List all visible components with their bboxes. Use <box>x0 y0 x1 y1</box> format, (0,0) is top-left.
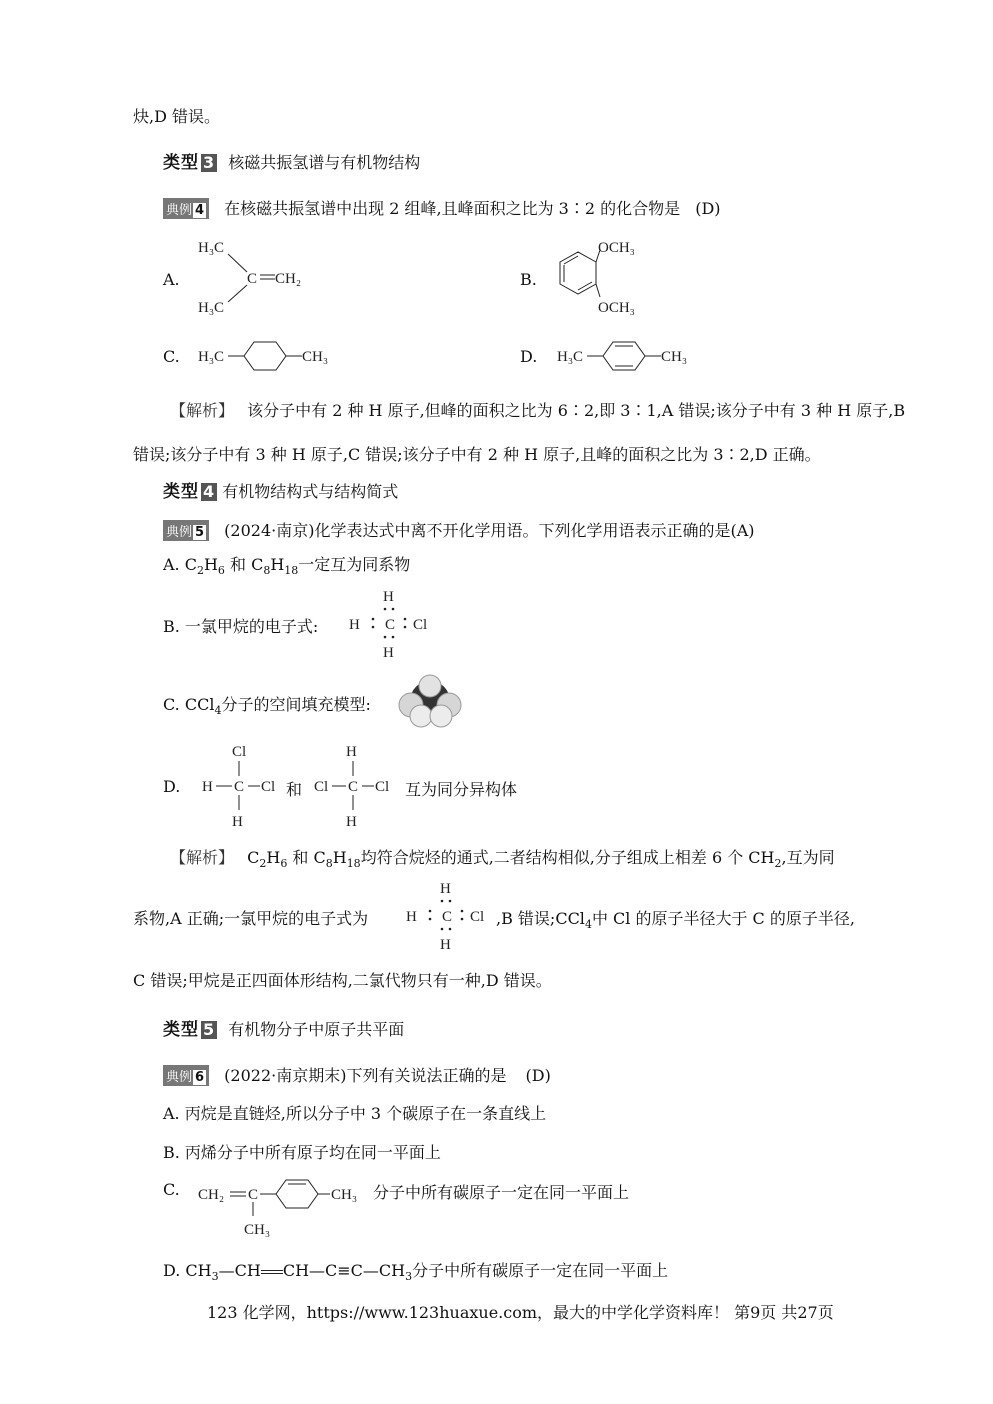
svg-text:C: C <box>442 909 453 925</box>
section-title: 有机物分子中原子共平面 <box>228 1020 405 1039</box>
ex6-option-b: B. 丙烯分子中所有原子均在同一平面上 <box>163 1143 441 1162</box>
example-question: 在核磁共振氢谱中出现 2 组峰,且峰面积之比为 3∶2 的化合物是 <box>224 199 681 218</box>
example-answer: (D) <box>525 1066 551 1085</box>
svg-text:CH₂: CH₂ <box>198 1187 225 1203</box>
section-title: 核磁共振氢谱与有机物结构 <box>228 153 421 172</box>
analysis-5-line3: C 错误;甲烷是正四面体形结构,二氯代物只有一种,D 错误。 <box>133 971 552 990</box>
svg-text:C: C <box>248 1187 259 1203</box>
svg-text:Cl: Cl <box>232 744 247 760</box>
analysis-5-line2-post: ,B 错误;CCl$_4$中 Cl 的原子半径大于 C 的原子半径, <box>496 909 855 932</box>
type-badge: 类型 5 <box>163 1020 216 1040</box>
svg-text:H: H <box>406 909 417 925</box>
analysis-5-line2-pre: 系物,A 正确;一氯甲烷的电子式为 <box>133 909 369 928</box>
ex5-option-b: B. 一氯甲烷的电子式: <box>163 617 319 636</box>
option-a-label: A. <box>163 270 180 289</box>
ex5-option-a: A. $C_2H_6$ 和 $C_8H_{18}$一定互为同系物 <box>163 555 411 578</box>
svg-text:C: C <box>247 271 258 287</box>
structure-c-dimethylcyclohexane <box>196 338 346 374</box>
example-6 <box>163 1063 551 1086</box>
svg-text:H: H <box>383 645 394 661</box>
ex5-option-c: C. CCl$_4$分子的空间填充模型: <box>163 695 371 718</box>
option-d-label: D. <box>520 347 538 366</box>
electron-formula-chloromethane <box>345 585 445 665</box>
svg-text:C: C <box>385 617 396 633</box>
ex5-option-d-rest: 互为同分异构体 <box>405 780 518 799</box>
svg-text:CH₃: CH₃ <box>244 1222 271 1238</box>
svg-text:OCH₃: OCH₃ <box>598 300 635 316</box>
svg-text:Cl: Cl <box>375 779 390 795</box>
example-answer: (A) <box>730 521 755 540</box>
example-badge: 典例 4 <box>163 198 209 219</box>
svg-text:H: H <box>349 617 360 633</box>
type-badge: 类型 3 <box>163 153 216 173</box>
svg-text:H₃C: H₃C <box>198 349 225 365</box>
analysis-4-line2: 错误;该分子中有 3 种 H 原子,C 错误;该分子中有 2 种 H 原子,且峰的面积之比为 3∶2,D 正确。 <box>133 445 821 464</box>
example-badge: 典例 6 <box>163 1065 209 1086</box>
svg-text:CH₃: CH₃ <box>302 349 329 365</box>
section-title: 有机物结构式与结构简式 <box>222 482 399 501</box>
svg-text:Cl: Cl <box>261 779 276 795</box>
section-type4 <box>163 477 398 502</box>
svg-text:H: H <box>440 881 451 897</box>
example-5 <box>163 518 755 541</box>
svg-text:OCH₃: OCH₃ <box>598 240 635 256</box>
structure-a-isobutene <box>195 232 325 322</box>
svg-text:CH₂: CH₂ <box>275 271 302 287</box>
example-answer: (D) <box>695 199 721 218</box>
svg-text:H: H <box>346 814 357 830</box>
svg-text:H₃C: H₃C <box>198 240 225 256</box>
svg-text:CH₃: CH₃ <box>661 349 688 365</box>
example-question: (2022·南京期末)下列有关说法正确的是 <box>224 1066 507 1085</box>
type-badge: 类型 4 <box>163 482 216 502</box>
top-line: 炔,D 错误。 <box>133 107 221 126</box>
structure-d2-dichloromethane <box>312 740 402 830</box>
and-text: 和 <box>286 780 303 799</box>
svg-text:H: H <box>232 814 243 830</box>
section-type3 <box>163 148 420 173</box>
svg-text:CH₃: CH₃ <box>331 1187 358 1203</box>
svg-text:H: H <box>383 589 394 605</box>
svg-text:C: C <box>348 779 359 795</box>
example-badge: 典例 5 <box>163 520 209 541</box>
ex6-option-d: D. $CH_3—CH$ $CH—C\equiv C—CH_3$分子中所有碳原子一定在同一平面上 <box>163 1261 669 1284</box>
structure-d1-dichloromethane <box>198 740 288 830</box>
structure-d-p-xylene <box>555 338 705 374</box>
ex6-option-c-label: C. <box>163 1180 180 1199</box>
ex5-option-d-label: D. <box>163 777 181 796</box>
space-filling-model-image <box>397 672 463 730</box>
svg-text:Cl: Cl <box>314 779 329 795</box>
svg-text:H: H <box>440 937 451 953</box>
electron-formula-inline <box>402 877 500 957</box>
page-footer: 123 化学网，https://www.123huaxue.com，最大的中学化学资料库！ 第9页 共27页 <box>207 1303 834 1322</box>
option-c-label: C. <box>163 347 180 366</box>
svg-text:H₃C: H₃C <box>198 300 225 316</box>
structure-b-dimethoxybenzene <box>548 232 658 322</box>
analysis-5-line1: 【解析】 $C_2H_6$ 和 $C_8H_{18}$均符合烷烃的通式,二者结构相似,分子组成上相差 6 个 $CH_2$,互为同 <box>170 848 835 871</box>
svg-text:C: C <box>234 779 245 795</box>
svg-text:H₃C: H₃C <box>557 349 584 365</box>
svg-text:H: H <box>202 779 213 795</box>
ex6-option-c-rest: 分子中所有碳原子一定在同一平面上 <box>373 1183 630 1202</box>
structure-c-isopropenyl-methylcyclohexene <box>196 1172 371 1242</box>
example-question: (2024·南京)化学表达式中离不开化学用语。下列化学用语表示正确的是 <box>224 521 731 540</box>
svg-text:Cl: Cl <box>413 617 428 633</box>
ex6-option-a: A. 丙烷是直链烃,所以分子中 3 个碳原子在一条直线上 <box>163 1104 547 1123</box>
analysis-4-line1: 【解析】 该分子中有 2 种 H 原子,但峰的面积之比为 6∶2,即 3∶1,A 错误;该分子中有 3 种 H 原子,B <box>170 401 906 420</box>
example-4 <box>163 196 721 219</box>
option-b-label: B. <box>520 270 537 289</box>
svg-text:H: H <box>346 744 357 760</box>
section-type5 <box>163 1015 404 1040</box>
svg-text:Cl: Cl <box>470 909 485 925</box>
